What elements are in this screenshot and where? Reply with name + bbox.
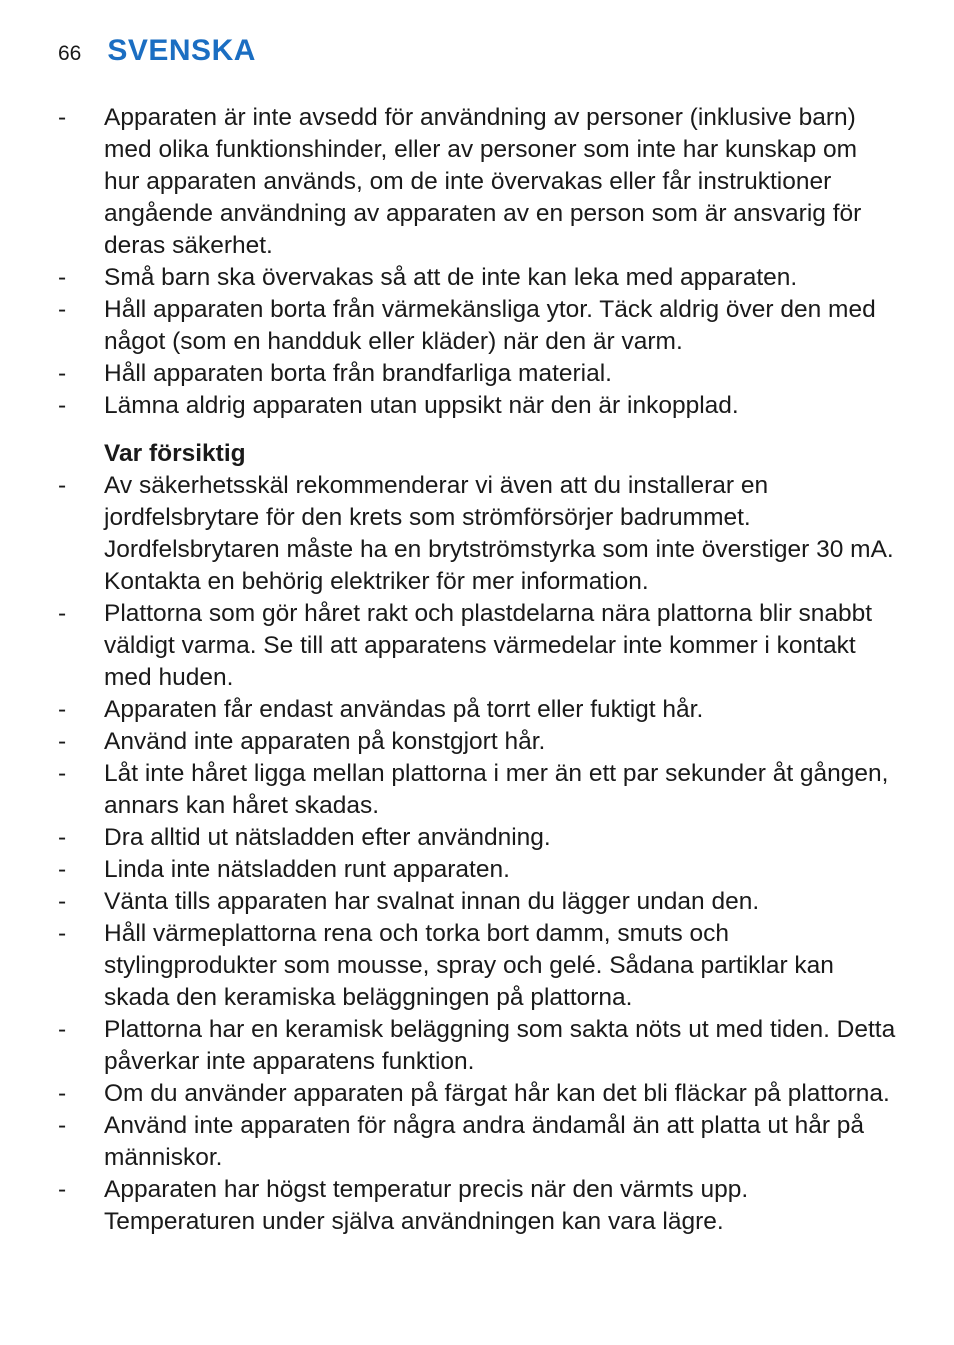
list-item-text: Plattorna som gör håret rakt och plastdelarna nära plattorna blir snabbt väldigt varma. Se till att apparatens värmedelar inte kommer i kontakt med huden.: [104, 600, 873, 691]
list-item-text: Apparaten är inte avsedd för användning av personer (inklusive barn) med olika funktionshinder, eller av personer som inte har kunskap om hur apparaten används, om de inte övervakas eller får instruktioner angående användning av apparaten av en person som är ansvarig för deras säkerhet.: [104, 104, 862, 259]
page-header: [58, 34, 256, 74]
page-content: [58, 102, 898, 1238]
list-item-text: Håll värmeplattorna rena och torka bort damm, smuts och stylingprodukter som mousse, spray och gelé. Sådana partiklar kan skada den keramiska beläggningen på plattorna.: [104, 920, 834, 1011]
bullet-dash: -: [58, 728, 67, 755]
bullet-dash: -: [58, 392, 67, 419]
bullet-dash: -: [58, 1112, 67, 1139]
list-item: [58, 358, 898, 390]
list-item-text: Apparaten har högst temperatur precis när den värmts upp. Temperaturen under själva användningen kan vara lägre.: [104, 1176, 749, 1235]
list-item-text: Håll apparaten borta från värmekänsliga ytor. Täck aldrig över den med något (som en handduk eller kläder) när den är varm.: [104, 296, 876, 355]
list-item: [58, 1078, 898, 1110]
list-item-text: Om du använder apparaten på färgat hår kan det bli fläckar på plattorna.: [104, 1080, 890, 1107]
list-item-text: Låt inte håret ligga mellan plattorna i mer än ett par sekunder åt gången, annars kan håret skadas.: [104, 760, 889, 819]
bullet-dash: -: [58, 600, 67, 627]
list-item: [58, 102, 898, 262]
bullet-dash: -: [58, 824, 67, 851]
bullet-dash: -: [58, 888, 67, 915]
list-item-text: Linda inte nätsladden runt apparaten.: [104, 856, 510, 883]
list-item-text: Apparaten får endast användas på torrt eller fuktigt hår.: [104, 696, 704, 723]
list-item: [58, 918, 898, 1014]
bullet-dash: -: [58, 296, 67, 323]
list-item-text: Dra alltid ut nätsladden efter användning.: [104, 824, 551, 851]
list-item: [58, 470, 898, 598]
list-item: [58, 294, 898, 358]
list-item: [58, 1174, 898, 1238]
list-item: [58, 598, 898, 694]
list-item: [58, 726, 898, 758]
bullet-dash: -: [58, 920, 67, 947]
page-number: 66: [58, 42, 82, 65]
list-item: [58, 822, 898, 854]
list-item-text: Av säkerhetsskäl rekommenderar vi även att du installerar en jordfelsbrytare för den krets som strömförsörjer badrummet. Jordfelsbrytaren måste ha en brytströmstyrka som inte överstiger 30 mA. Kontakta en behörig elektriker för mer information.: [104, 472, 894, 595]
bullet-dash: -: [58, 360, 67, 387]
list-item-text: Lämna aldrig apparaten utan uppsikt när den är inkopplad.: [104, 392, 739, 419]
bullet-dash: -: [58, 1016, 67, 1043]
bullet-dash: -: [58, 856, 67, 883]
bullet-dash: -: [58, 472, 67, 499]
bullet-dash: -: [58, 104, 67, 131]
list-item: [58, 854, 898, 886]
list-item-text: Använd inte apparaten på konstgjort hår.: [104, 728, 546, 755]
bullet-dash: -: [58, 760, 67, 787]
section-title: SVENSKA: [107, 34, 256, 67]
list-item-text: Håll apparaten borta från brandfarliga material.: [104, 360, 612, 387]
caution-heading: Var försiktig: [104, 440, 246, 467]
bullet-dash: -: [58, 1176, 67, 1203]
list-item: [58, 758, 898, 822]
list-item-text: Små barn ska övervakas så att de inte kan leka med apparaten.: [104, 264, 798, 291]
bullet-dash: -: [58, 696, 67, 723]
list-item: [58, 262, 898, 294]
list-item: [58, 1014, 898, 1078]
list-item: [58, 886, 898, 918]
list-item-text: Använd inte apparaten för några andra ändamål än att platta ut hår på människor.: [104, 1112, 865, 1171]
list-item-text: Vänta tills apparaten har svalnat innan du lägger undan den.: [104, 888, 760, 915]
list-item: [58, 694, 898, 726]
list-item: [58, 390, 898, 422]
bullet-dash: -: [58, 1080, 67, 1107]
list-item-text: Plattorna har en keramisk beläggning som sakta nöts ut med tiden. Detta påverkar inte apparatens funktion.: [104, 1016, 896, 1075]
list-item: [58, 1110, 898, 1174]
bullet-dash: -: [58, 264, 67, 291]
